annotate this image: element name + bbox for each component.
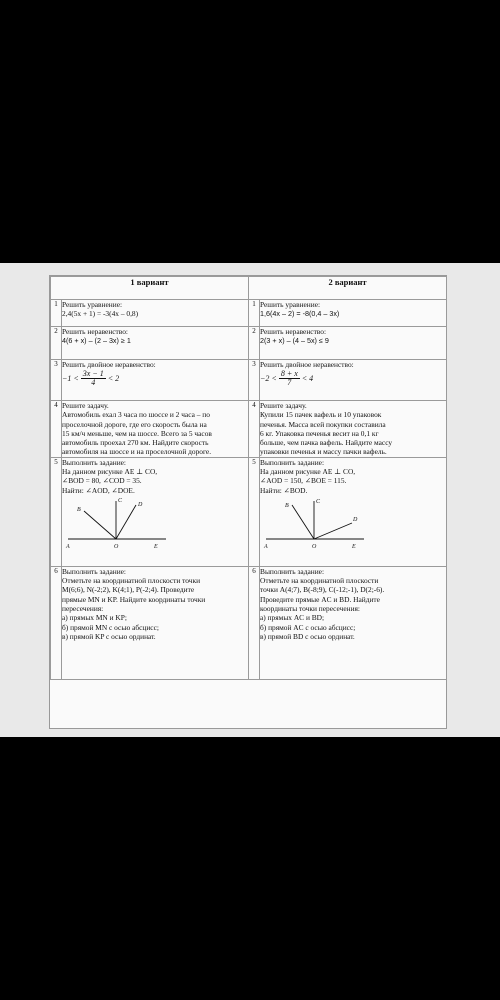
variant-2-header: 2 вариант (249, 277, 447, 300)
point-label-c: C (118, 497, 123, 504)
table-row (51, 401, 447, 458)
task-title: Выполнить задание: (260, 457, 324, 467)
task-number: 4 (249, 401, 260, 458)
point-label-b: B (285, 502, 289, 509)
task-text-line: координаты точки пересечения: (260, 603, 360, 613)
ray-od (116, 505, 136, 539)
table-row (51, 457, 447, 566)
task-expression: 1,6(4x – 2) = -8(0,4 – 3x) (260, 309, 340, 319)
task-text-line: Найти: ∠BOD. (260, 485, 308, 495)
angle-diagram-v2 (260, 495, 370, 551)
task-text-line: б) прямой AC с осью абсцисс; (260, 622, 356, 632)
task-cell-v2 (260, 327, 447, 360)
task-text-line: печенья. Масса всей покупки составила (260, 419, 386, 429)
task-text-line: точки A(4;7), B(-8;9), C(-12;-1), D(2;-6). (260, 585, 385, 595)
point-label-e: E (352, 543, 356, 550)
task-cell-v2 (260, 300, 447, 327)
task-text-line: Отметьте на координатной плоскости (260, 576, 379, 586)
task-cell-v2 (260, 457, 447, 566)
task-number: 2 (249, 327, 260, 360)
task-text-line: автомобиль проехал 270 км. Найдите скорость (62, 438, 209, 448)
task-cell-v1 (62, 327, 249, 360)
task-text-line: пересечения: (62, 603, 104, 613)
worksheet (49, 275, 447, 729)
inequality-left: −1 < (62, 374, 79, 384)
point-label-a: A (66, 543, 70, 550)
task-expression: 2(3 + x) – (4 – 5x) ≤ 9 (260, 336, 329, 346)
fraction-numerator: 3x − 1 (82, 369, 104, 379)
fraction-denominator: 7 (287, 378, 292, 388)
task-text-line: а) прямых MN и KP; (62, 613, 127, 623)
task-text-line: 6 кг. Упаковка печенья весит на 0,1 кг (260, 428, 379, 438)
task-text-line: автомобиля на шоссе и на проселочной дороге. (62, 447, 212, 457)
task-text-line: б) прямой MN с осью абсцисс; (62, 622, 159, 632)
task-text-line: 15 км/ч меньше, чем на шоссе. Всего за 5 часов (62, 428, 212, 438)
task-text-line: На данном рисунке AE ⊥ CO, (260, 467, 356, 477)
point-label-e: E (154, 543, 158, 550)
task-title: Решите задачу. (260, 401, 307, 410)
table-row (51, 566, 447, 679)
double-inequality (62, 370, 248, 387)
fraction-numerator: 8 + x (280, 369, 298, 379)
fraction-denominator: 4 (91, 378, 96, 388)
table-row (51, 327, 447, 360)
task-cell-v2 (260, 360, 447, 401)
task-cell-v2 (260, 401, 447, 458)
point-label-b: B (77, 506, 81, 513)
task-number: 4 (51, 401, 62, 458)
task-expression: 2,4(5x + 1) = -3(4x – 0,8) (62, 309, 139, 319)
task-title: Решить неравенство: (62, 327, 128, 336)
task-text-line: Найти: ∠AOD, ∠DOE. (62, 485, 135, 495)
task-expression: 4(6 + x) – (2 – 3x) ≥ 1 (62, 336, 131, 346)
point-label-a: A (264, 543, 268, 550)
inequality-left: −2 < (260, 374, 277, 384)
task-number: 6 (51, 566, 62, 679)
task-text-line: прямые MN и KP. Найдите координаты точки (62, 594, 206, 604)
task-title: Выполнить задание: (62, 566, 126, 576)
task-number: 5 (51, 457, 62, 566)
task-title: Выполнить задание: (260, 566, 324, 576)
task-text-line: упаковки печенья и массу пачки вафель. (260, 447, 387, 457)
inequality-right: < 2 (107, 374, 120, 384)
task-number: 5 (249, 457, 260, 566)
table-row (51, 360, 447, 401)
task-text-line: в) прямой KP с осью ординат. (62, 631, 156, 641)
task-cell-v1 (62, 566, 249, 679)
double-inequality (260, 370, 446, 387)
ray-ob (292, 505, 314, 539)
task-text-line: Проведите прямые AC и BD. Найдите (260, 594, 380, 604)
task-number: 3 (51, 360, 62, 401)
point-label-o: O (114, 543, 119, 550)
task-text-line: Автомобиль ехал 3 часа по шоссе и 2 часа – по (62, 410, 210, 420)
fraction (81, 370, 106, 387)
task-title: Решите задачу. (62, 401, 109, 410)
task-text-line: M(6;6), N(-2;2), K(4;1), P(-2;4). Проведите (62, 585, 195, 595)
angle-diagram-v1 (62, 495, 172, 551)
table-row (51, 300, 447, 327)
fraction (279, 370, 300, 387)
task-cell-v1 (62, 401, 249, 458)
task-text-line: Купили 15 пачек вафель и 10 упаковок (260, 410, 382, 420)
task-text-line: ∠AOD = 150, ∠BOE = 115. (260, 476, 347, 486)
photo-area (0, 263, 500, 737)
task-cell-v2 (260, 566, 447, 679)
task-title: Решить уравнение: (260, 300, 321, 309)
task-text-line: ∠BOD = 80, ∠COD = 35. (62, 476, 142, 486)
variant-1-header: 1 вариант (51, 277, 249, 300)
task-text-line: На данном рисунке AE ⊥ CO, (62, 467, 158, 477)
task-text-line: проселочной дороге, где его скорость была на (62, 419, 207, 429)
task-number: 1 (249, 300, 260, 327)
inequality-right: < 4 (301, 374, 314, 384)
task-title: Выполнить задание: (62, 457, 126, 467)
task-text-line: Отметьте на координатной плоскости точки (62, 576, 201, 586)
task-number: 1 (51, 300, 62, 327)
task-text-line: в) прямой BD с осью ординат. (260, 631, 355, 641)
task-number: 2 (51, 327, 62, 360)
task-cell-v1 (62, 360, 249, 401)
point-label-c: C (316, 498, 321, 505)
variants-table (50, 276, 447, 680)
point-label-d: D (138, 501, 143, 508)
ray-ob (84, 511, 116, 539)
task-title: Решить неравенство: (260, 327, 326, 336)
ray-od (314, 523, 352, 539)
task-title: Решить уравнение: (62, 300, 123, 309)
point-label-o: O (312, 543, 317, 550)
point-label-d: D (353, 516, 358, 523)
task-title: Решить двойное неравенство: (62, 360, 156, 369)
task-cell-v1 (62, 457, 249, 566)
task-text-line: больше, чем пачка вафель. Найдите массу (260, 438, 393, 448)
task-number: 6 (249, 566, 260, 679)
task-title: Решить двойное неравенство: (260, 360, 354, 369)
task-cell-v1 (62, 300, 249, 327)
task-text-line: а) прямых AC и BD; (260, 613, 325, 623)
task-number: 3 (249, 360, 260, 401)
